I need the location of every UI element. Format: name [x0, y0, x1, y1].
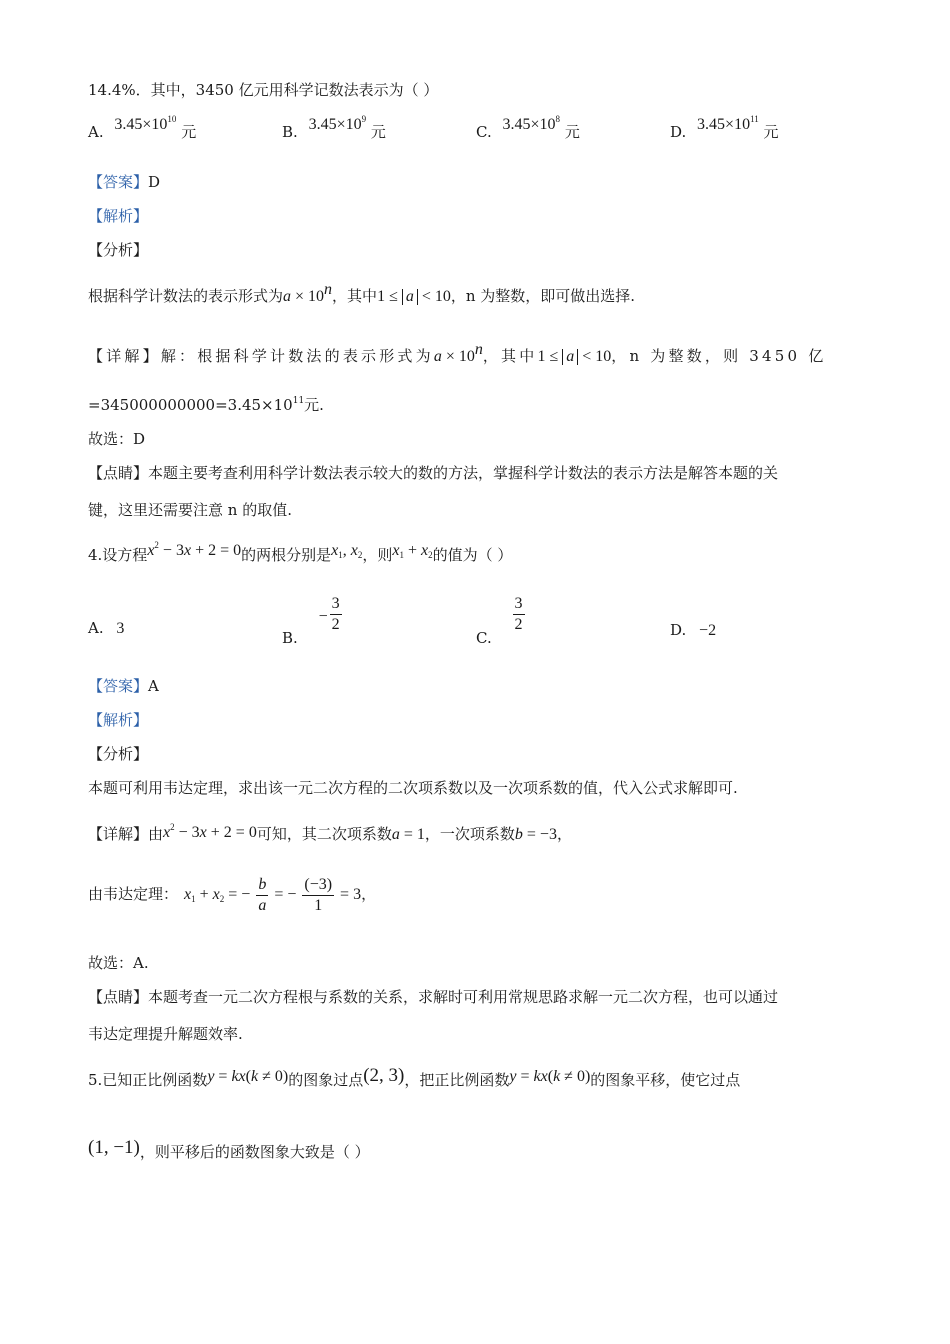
- weida-formula: $x_1 + x_2$ = − $\frac{b}{a}$ = − $\frac{(-3)}{1}$ = 3: [184, 875, 362, 914]
- q4-option-c[interactable]: C. $\frac{3}{2}$: [476, 595, 523, 647]
- q3-option-c[interactable]: C. $3.45\times 10^8$ 元: [476, 114, 580, 141]
- q3-xiangjie-line2: $=345000000000=3.45\times 10^{11}$元.: [88, 396, 324, 414]
- q3-fenxi-heading: 【分析】: [88, 241, 149, 259]
- q3-xiangjie-text: 【详解】解：根据科学计数法的表示形式为$a \times 10^n$，其中1 ≤ a < 10，n 为整数，则 3450 亿: [88, 341, 827, 365]
- q4-dianjing-2: 韦达定理提升解题效率.: [88, 1025, 243, 1043]
- q5-stem-line2: (1, −1)，则平移后的函数图象大致是（ ）: [88, 1137, 370, 1161]
- equation: $x^2 - 3x + 2 = 0$: [147, 540, 242, 559]
- q4-weida-text: 由韦达定理： $x_1 + x_2$ = − $\frac{b}{a}$ = − $\frac{(-3)}{1}$ = 3，: [88, 875, 377, 914]
- q4-option-a[interactable]: A. 3: [88, 619, 125, 637]
- q4-option-b[interactable]: B. − $\frac{3}{2}$: [282, 595, 340, 647]
- q3-fenxi-text: 根据科学计数法的表示形式为$a \times 10^n$，其中1 ≤ a < 10，n 为整数，即可做出选择.: [88, 281, 636, 305]
- q3-answer: 【答案】D: [88, 173, 161, 191]
- q4-dianjing-1: 【点睛】本题考查一元二次方程根与系数的关系，求解时可利用常规思路求解一元二次方程，也可以通过: [88, 988, 779, 1006]
- q3-jiexi-heading: 【解析】: [88, 207, 149, 225]
- q3-guxuan: 故选：D: [88, 430, 146, 448]
- q4-option-d[interactable]: D. −2: [670, 621, 717, 639]
- option-label: D.: [670, 123, 687, 141]
- q3-intro: 14.4%．其中，3450 亿元用科学记数法表示为（ ）: [88, 81, 439, 99]
- q4-fenxi-heading: 【分析】: [88, 745, 149, 763]
- q4-stem: 4.设方程$x^2 - 3x + 2 = 0$的两根分别是$x_1$, $x_2$，则$x_1 + x_2$的值为（ ）: [88, 540, 513, 564]
- option-label: A.: [88, 123, 104, 141]
- q4-jiexi-heading: 【解析】: [88, 711, 149, 729]
- q3-option-a[interactable]: A. $3.45\times 10^{10}$ 元: [88, 114, 197, 141]
- q4-answer: 【答案】A: [88, 677, 159, 695]
- formula-abs-range: 1 ≤ a < 10: [377, 288, 451, 305]
- option-label: B.: [282, 123, 298, 141]
- formula-a-times-10n: a: [283, 288, 292, 305]
- q3-dianjing-2: 键，这里还需要注意 n 的取值.: [88, 501, 292, 519]
- q3-option-b[interactable]: B. $3.45\times 10^9$ 元: [282, 114, 386, 141]
- option-label: C.: [476, 123, 492, 141]
- q5-stem-line1: 5.已知正比例函数y = kx(k ≠ 0)的图象过点(2, 3)，把正比例函数y = kx(k ≠ 0)的图象平移，使它过点: [88, 1065, 741, 1089]
- q3-dianjing-1: 【点睛】本题主要考查利用科学计数法表示较大的数的方法，掌握科学计数法的表示方法是解答本题的关: [88, 464, 779, 482]
- q4-guxuan: 故选：A.: [88, 954, 149, 972]
- q4-fenxi-text: 本题可利用韦达定理，求出该一元二次方程的二次项系数以及一次项系数的值，代入公式求解即可.: [88, 779, 738, 797]
- q4-xiangjie-text: 【详解】由$x^2 - 3x + 2 = 0$可知，其二次项系数a = 1，一次项系数b = −3，: [88, 822, 572, 843]
- q3-option-d[interactable]: D. $3.45\times 10^{11}$ 元: [670, 114, 779, 141]
